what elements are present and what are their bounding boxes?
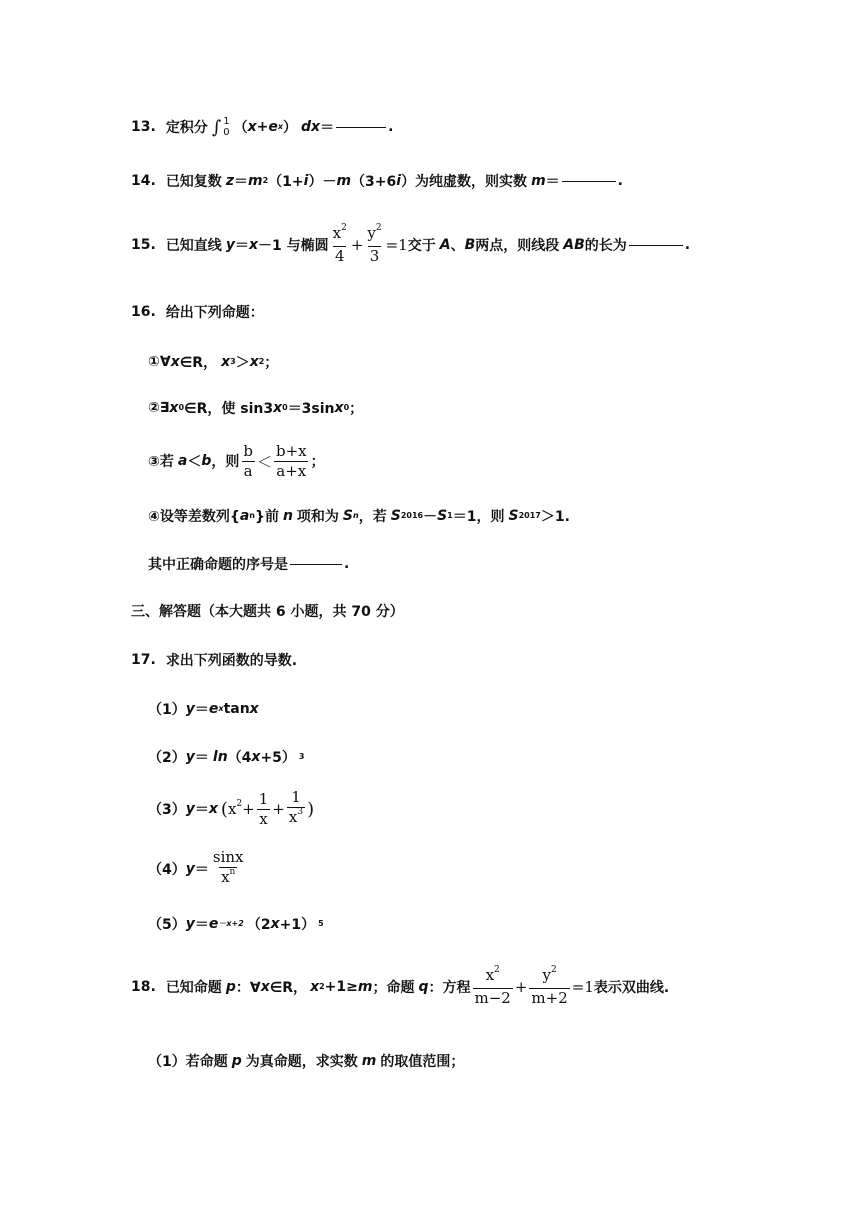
question-number: 15. (131, 237, 156, 253)
question-number: 17. (131, 652, 156, 668)
fraction: $\frac{x^2}{4}$ (332, 223, 347, 265)
answer-blank[interactable] (336, 126, 386, 128)
integral-sign: ∫ (211, 116, 222, 138)
q17-part-4: （4） y ＝ $\frac{\sin x}{x^n}$ (148, 846, 248, 892)
question-18: 18. 已知命题 p ：∀ x ∈R， x 2 +1≥ m ；命题 q ：方程 $\frac{x^2}{m-2}$ + $\frac{y^2}{m+2}$ =1 表示双曲线. (131, 965, 670, 1007)
answer-blank[interactable] (562, 180, 616, 182)
proposition-1: ①∀ x ∈R， x 3 ＞ x 2 ； (148, 354, 279, 371)
integral-limits: 1 0 (223, 116, 230, 138)
q18-part-1: （1）若命题 p 为真命题，求实数 m 的取值范围； (148, 1053, 465, 1070)
fraction: $\frac{b}{a}$ (243, 441, 253, 480)
q17-part-3: （3） y ＝ x ( $x^2$ + $\frac{1}{x}$ + $\frac{1}{x^3}$ ) (148, 788, 315, 828)
answer-blank[interactable] (629, 244, 683, 246)
fraction: $\frac{1}{x}$ (258, 789, 269, 828)
question-number: 14. (131, 173, 156, 189)
answer-blank[interactable] (290, 563, 342, 565)
q17-part-2: （2） y ＝ ln （4 x +5） 3 (148, 749, 305, 766)
fraction: $\frac{x^2}{m-2}$ (474, 965, 511, 1007)
question-number: 16. (131, 304, 156, 320)
question-17: 17. 求出下列函数的导数. (131, 652, 298, 669)
proposition-2: ②∃ x 0 ∈R，使 sin3 x 0 ＝3sin x 0 ； (148, 400, 364, 417)
proposition-3: ③若 a ＜ b ，则 $\frac{b}{a}$ ＜ $\frac{b+x}{a+x}$ ； (148, 441, 325, 480)
question-14: 14. 已知复数 z ＝ m 2 （1+ i ）－ m （3+6 i ）为纯虚数，则实数 m ＝ . (131, 173, 623, 190)
question-13: 13. 定积分 ∫ 1 0 （ x + e x ） dx ＝ . (131, 116, 394, 138)
fraction: $\frac{y^2}{m+2}$ (531, 965, 568, 1007)
section-heading: 三、解答题（本大题共 6 小题，共 70 分） (131, 604, 404, 620)
fraction: $\frac{b+x}{a+x}$ (275, 441, 307, 480)
fraction: $\frac{y^2}{3}$ (367, 223, 382, 265)
question-16-prompt: 其中正确命题的序号是 . (148, 556, 350, 573)
q17-part-1: （1） y ＝ e x tan x (148, 701, 259, 718)
fraction: $\frac{\sin x}{x^n}$ (211, 849, 246, 889)
question-15: 15. 已知直线 y ＝ x －1 与椭圆 $\frac{x^2}{4}$ + $\frac{y^2}{3}$ =1 交于 A 、 B 两点，则线段 AB 的长为 . (131, 223, 691, 265)
fraction: $\frac{1}{x^3}$ (287, 789, 305, 829)
question-number: 18. (131, 979, 156, 995)
q17-part-5: （5） y ＝ e －x+2 （2 x +1） 5 (148, 916, 324, 933)
question-16: 16. 给出下列命题： (131, 304, 264, 321)
question-number: 13. (131, 119, 156, 135)
proposition-4: ④设等差数列{ a n }前 n 项和为 S n ，若 S 2016 － S 1 ＝1，则 S 2017 ＞1. (148, 508, 570, 525)
